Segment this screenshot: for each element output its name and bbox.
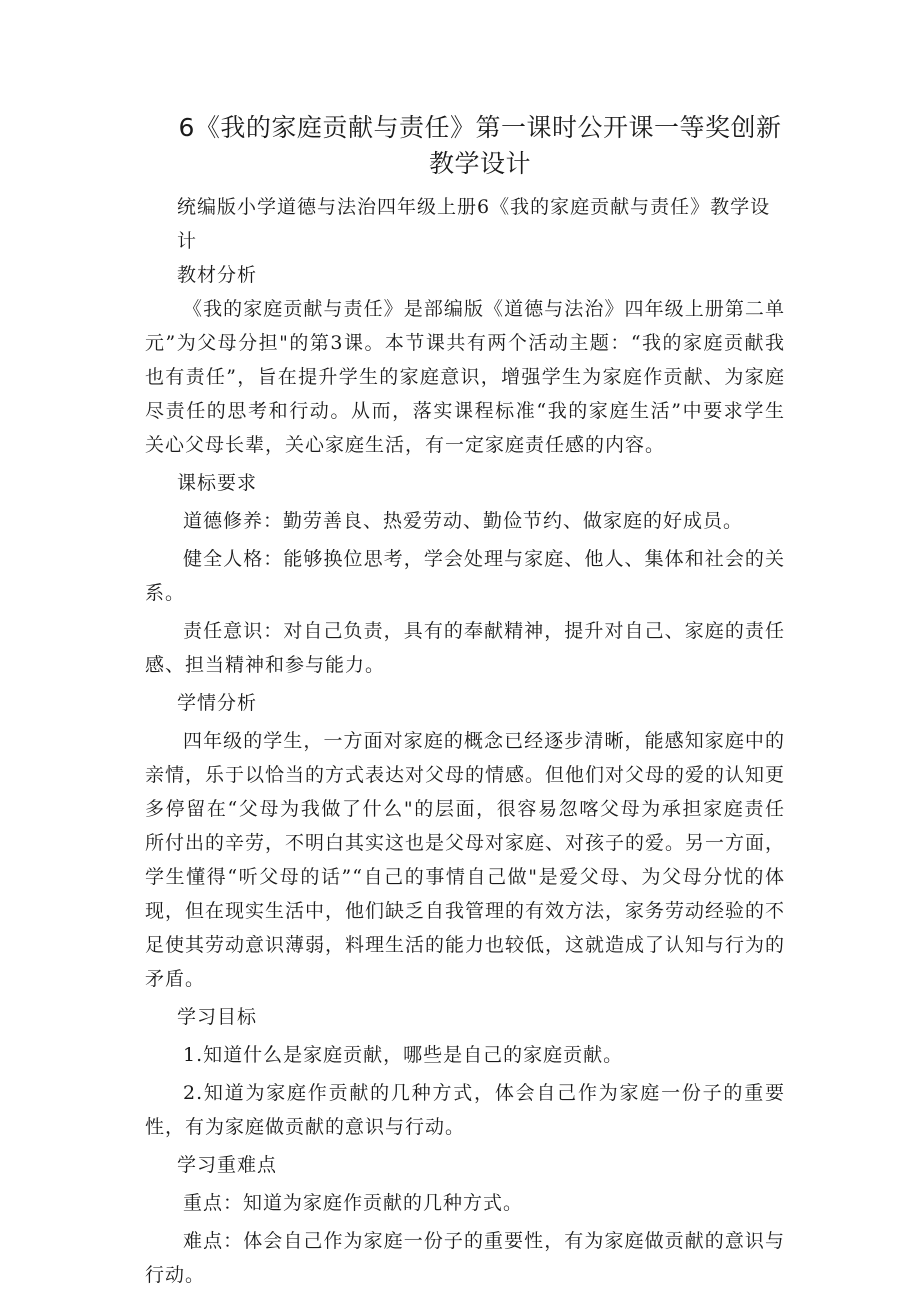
material-analysis-text: 《我的家庭贡献与责任》是部编版《道德与法治》四年级上册第二单元”为父母分担"的第3课。本节课共有两个活动主题：“我的家庭贡献我也有责任”，旨在提升学生的家庭意识，增强学生为家庭作贡献、为家庭尽责任的思考和行动。从而，落实课程标准“我的家庭生活”中要求学生关心父母长辈，关心家庭生活，有一定家庭责任感的内容。 [145, 298, 785, 456]
key-point-item: 难点：体会自己作为家庭一份子的重要性，有为家庭做贡献的意识与行动。 [145, 1230, 785, 1286]
document-subtitle: 统编版小学道德与法治四年级上册6《我的家庭贡献与责任》教学设计 [177, 196, 771, 252]
objective-item: 1.知道什么是家庭贡献，哪些是自己的家庭贡献。 [183, 1044, 624, 1066]
title-line-2: 教学设计 [428, 149, 531, 178]
document-page [145, 110, 785, 1292]
key-point-item: 重点：知道为家庭作贡献的几种方式。 [183, 1192, 524, 1214]
curriculum-item: 责任意识：对自己负责，具有的奉献精神，提升对自己、家庭的责任感、担当精神和参与能力。 [145, 620, 785, 676]
section-heading-material-analysis: 教材分析 [177, 264, 258, 286]
section-heading-curriculum: 课标要求 [177, 472, 258, 494]
document-title [145, 110, 785, 182]
section-heading-student-analysis: 学情分析 [177, 692, 258, 714]
objective-item: 2.知道为家庭作贡献的几种方式，体会自己作为家庭一份子的重要性，有为家庭做贡献的意识与行动。 [145, 1082, 785, 1138]
section-heading-objectives: 学习目标 [177, 1006, 258, 1028]
curriculum-item: 道德修养：勤劳善良、热爱劳动、勤俭节约、做家庭的好成员。 [183, 510, 744, 532]
section-heading-key-points: 学习重难点 [177, 1154, 278, 1176]
curriculum-item: 健全人格：能够换位思考，学会处理与家庭、他人、集体和社会的关系。 [145, 548, 785, 604]
student-analysis-text: 四年级的学生，一方面对家庭的概念已经逐步清晰，能感知家庭中的亲情，乐于以恰当的方式表达对父母的情感。但他们对父母的爱的认知更多停留在“父母为我做了什么"的层面，很容易忽喀父母为承担家庭责任所付出的辛劳，不明白其实这也是父母对家庭、对孩子的爱。另一方面，学生懂得“听父母的话”“自己的事情自己做"是爱父母、为父母分忧的体现，但在现实生活中，他们缺乏自我管理的有效方法，家务劳动经验的不足使其劳动意识薄弱，料理生活的能力也较低，这就造成了认知与行为的矛盾。 [145, 730, 786, 990]
title-line-1: 6《我的家庭贡献与责任》第一课时公开课一等奖创新 [178, 113, 782, 142]
